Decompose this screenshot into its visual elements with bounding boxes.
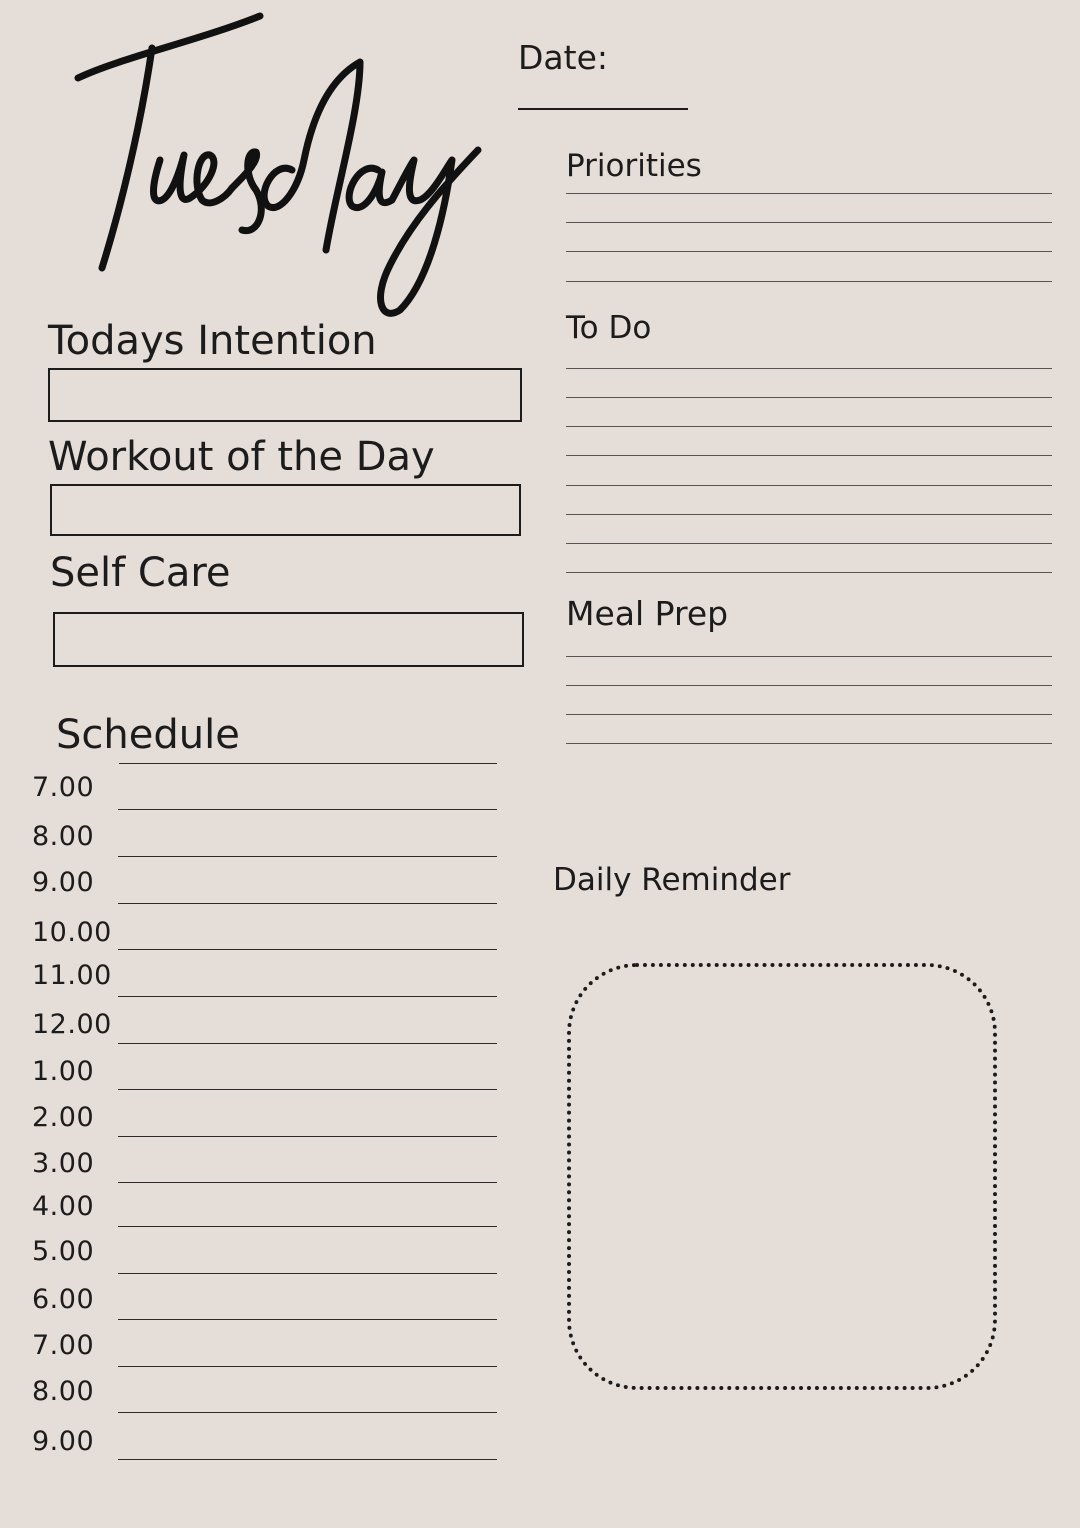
todo-line[interactable] [566,397,1052,398]
priorities-heading: Priorities [566,148,702,184]
schedule-hour-label: 1.00 [32,1056,95,1087]
priorities-line[interactable] [566,251,1052,252]
meal-prep-heading: Meal Prep [566,594,729,633]
meal-prep-line[interactable] [566,656,1052,657]
schedule-line[interactable] [118,1459,497,1460]
todo-line[interactable] [566,543,1052,544]
day-title-script [60,10,500,330]
schedule-hour-label: 6.00 [32,1284,95,1315]
meal-prep-line[interactable] [566,714,1052,715]
schedule-hour-label: 9.00 [32,1426,95,1457]
meal-prep-line[interactable] [566,743,1052,744]
schedule-hour-label: 11.00 [32,960,112,991]
self-care-heading: Self Care [50,550,231,596]
schedule-hour-label: 9.00 [32,867,95,898]
todo-line[interactable] [566,514,1052,515]
todo-line[interactable] [566,572,1052,573]
meal-prep-line[interactable] [566,685,1052,686]
schedule-line[interactable] [118,1136,497,1137]
schedule-line[interactable] [118,856,497,857]
todo-line[interactable] [566,485,1052,486]
schedule-hour-label: 2.00 [32,1102,95,1133]
schedule-hour-label: 7.00 [32,772,95,803]
priorities-line[interactable] [566,222,1052,223]
schedule-hour-label: 4.00 [32,1191,95,1222]
workout-field[interactable] [50,484,521,536]
schedule-line[interactable] [118,903,497,904]
daily-reminder-box[interactable] [567,963,997,1390]
todo-line[interactable] [566,368,1052,369]
schedule-hour-label: 5.00 [32,1236,95,1267]
schedule-line[interactable] [118,996,497,997]
schedule-line[interactable] [118,1089,497,1090]
schedule-hour-label: 12.00 [32,1009,112,1040]
schedule-hour-label: 8.00 [32,821,95,852]
self-care-field[interactable] [53,612,524,667]
priorities-line[interactable] [566,281,1052,282]
todo-line[interactable] [566,455,1052,456]
schedule-line[interactable] [118,1412,497,1413]
schedule-line[interactable] [118,1273,497,1274]
schedule-line[interactable] [118,809,497,810]
date-label: Date: [518,38,608,77]
todo-line[interactable] [566,426,1052,427]
workout-heading: Workout of the Day [48,434,435,480]
todo-heading: To Do [566,310,652,346]
schedule-line[interactable] [118,1366,497,1367]
schedule-hour-label: 3.00 [32,1148,95,1179]
schedule-line[interactable] [118,949,497,950]
schedule-hour-label: 8.00 [32,1376,95,1407]
schedule-line[interactable] [118,1043,497,1044]
schedule-heading: Schedule [56,712,240,758]
schedule-line[interactable] [118,1226,497,1227]
schedule-hour-label: 10.00 [32,917,112,948]
schedule-line[interactable] [118,1182,497,1183]
priorities-line[interactable] [566,193,1052,194]
schedule-hour-label: 7.00 [32,1330,95,1361]
schedule-line[interactable] [118,1319,497,1320]
daily-reminder-heading: Daily Reminder [553,862,791,898]
date-line[interactable] [518,108,688,110]
schedule-line[interactable] [119,763,497,764]
intention-heading: Todays Intention [48,318,377,364]
intention-field[interactable] [48,368,522,422]
